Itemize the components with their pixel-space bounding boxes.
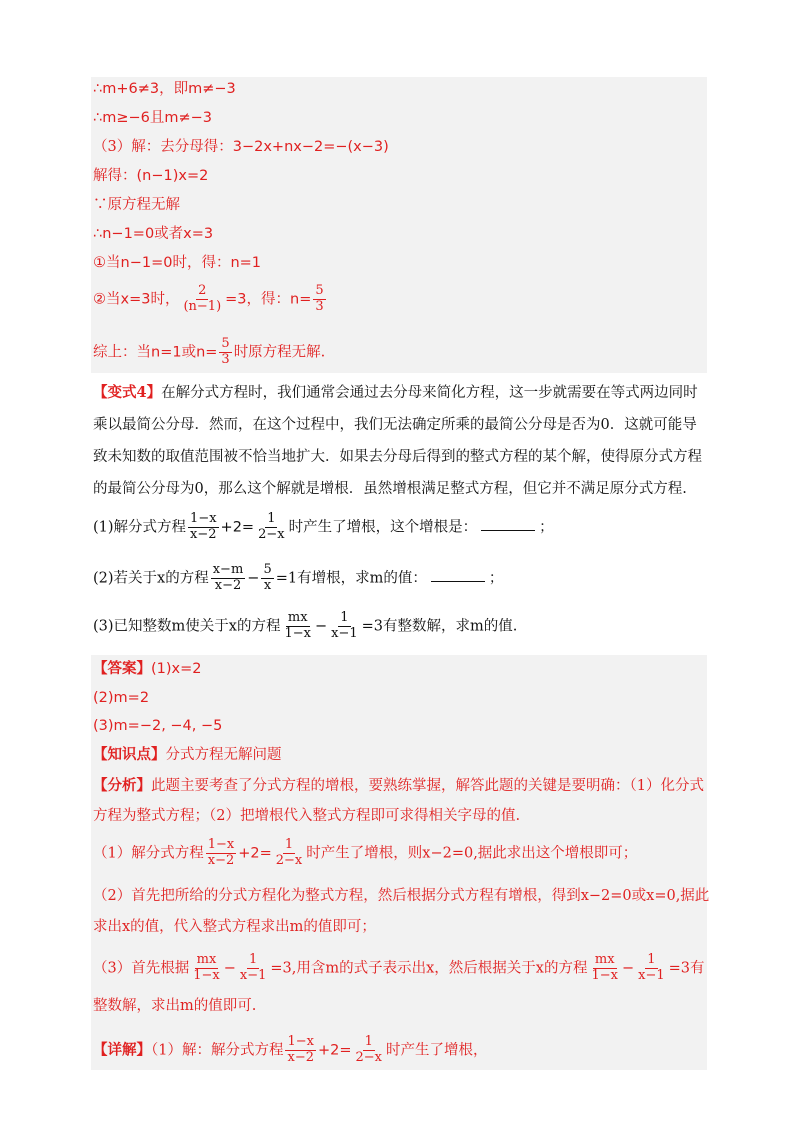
an1-mid: +2= (238, 845, 272, 862)
fraction-numerator: 1−x (207, 837, 235, 852)
fraction-denominator: x−1 (638, 967, 665, 983)
q1-pre: (1)解分式方程 (93, 519, 187, 536)
solution-line-4 (93, 169, 208, 184)
analysis-point-2-line-2: 求出x的值，代入整式方程求出m的值即可； (93, 919, 376, 935)
analysis-point-2-line-1: （2）首先把所给的分式方程化为整式方程，然后根据分式方程有增根，得到x−2=0或x=0,据此 (93, 888, 710, 904)
q1-mid: +2= (220, 519, 255, 536)
q2-answer-blank[interactable] (431, 580, 485, 582)
fraction-numerator: 1−x (190, 511, 217, 526)
solution-line-3 (93, 140, 389, 155)
fraction-numerator: 1 (284, 837, 294, 852)
q1-fraction-2 (256, 512, 287, 543)
analysis-point-3 (93, 953, 705, 984)
fraction-numerator: x−m (212, 562, 244, 577)
answer-line-1 (93, 662, 202, 677)
detail-mid: +2= (317, 1042, 352, 1059)
fraction-numerator: 1 (364, 1034, 373, 1049)
solution-line-9-post: 时原方程无解. (233, 344, 326, 361)
detail-fraction-1 (285, 1035, 316, 1066)
answer-2: (2)m=2 (93, 690, 150, 706)
fraction-denominator: 1−x (591, 967, 618, 983)
fraction-numerator: 5 (315, 283, 324, 298)
fraction-denominator: 3 (315, 298, 324, 314)
knowledge-point-text: 分式方程无解问题 (165, 747, 282, 763)
knowledge-point-label: 【知识点】 (93, 746, 166, 763)
solution-line-8-result (313, 284, 325, 315)
solution-line-1: ∴m+6≠3，即m≠−3 (93, 81, 236, 97)
detail (93, 1035, 488, 1066)
problem-intro-text: 在解分式方程时，我们通常会通过去分母来简化方程，这一步就需要在等式两边同时乘以最简公分母．然而，在这个过程中，我们无法确定所乘的最简公分母是否为0．这就可能导致未知数的取值范围被不恰当地扩大．如果去分母后得到的整式方程的某个解，使得原分式方程的最简公分母为0，那么这个解就是增根．虽然增根满足整式方程，但它并不满足原分式方程. (93, 385, 702, 497)
an3-minus-2: − (621, 960, 635, 977)
solution-line-2: ∴m≥−6且m≠−3 (93, 110, 213, 126)
q3-fraction-1 (282, 611, 313, 642)
q2-fraction-1 (211, 563, 246, 594)
solution-line-3-expr: 3−2x+nx−2=−(x−3) (232, 139, 389, 155)
question-1 (93, 512, 554, 543)
fraction-denominator: x−1 (239, 967, 267, 983)
solution-line-9 (93, 337, 325, 368)
fraction-numerator: 5 (221, 336, 230, 351)
fraction-denominator: 2−x (258, 526, 285, 542)
fraction-numerator: 1−x (287, 1034, 314, 1049)
fraction-denominator: x (263, 577, 272, 593)
answer-label: 【答案】 (93, 660, 151, 677)
fraction-denominator: x−2 (207, 852, 235, 868)
q1-post: 时产生了增根，这个增根是： (288, 519, 478, 536)
fraction-denominator: 1−x (193, 967, 220, 983)
q3-pre: (3)已知整数m使关于x的方程 (93, 618, 281, 635)
q2-minus: − (247, 570, 260, 587)
analysis-point-3-line-2: 整数解，求出m的值即可. (93, 998, 257, 1014)
fraction-denominator: x−2 (190, 526, 217, 542)
q1-fraction-1 (188, 512, 219, 543)
q3-post: =3有整数解，求m的值. (361, 618, 518, 635)
analysis-point-1 (93, 838, 637, 869)
solution-line-6: ∴n−1=0或者x=3 (93, 226, 214, 242)
answer-3: (3)m=−2, −4, −5 (93, 718, 223, 734)
an1-post: 时产生了增根，则x−2=0,据此求出这个增根即可； (306, 845, 638, 862)
question-2 (93, 563, 503, 594)
question-3 (93, 611, 517, 642)
knowledge-point (93, 748, 282, 763)
solution-line-9-fraction (219, 337, 231, 368)
solution-line-4-expr: (n−1)x=2 (136, 168, 209, 184)
an1-fraction-1 (206, 838, 237, 869)
fraction-denominator: 2−x (275, 852, 303, 868)
an3-post: =3有 (668, 960, 705, 977)
problem-tag: 【变式4】 (93, 384, 162, 401)
q1-answer-blank[interactable] (481, 529, 535, 531)
answer-1: (1)x=2 (151, 661, 202, 677)
fraction-numerator: mx (287, 610, 308, 625)
fraction-numerator: 1 (249, 952, 258, 967)
fraction-denominator: x−1 (331, 625, 358, 641)
an1-fraction-2 (274, 838, 305, 869)
analysis-label: 【分析】 (93, 777, 151, 794)
solution-line-8-fraction (181, 284, 223, 315)
detail-post: 时产生了增根， (386, 1042, 488, 1059)
fraction-numerator: 2 (198, 283, 207, 298)
an1-pre: （1）解分式方程 (93, 845, 204, 862)
solution-line-7: ①当n−1=0时，得：n=1 (93, 255, 262, 271)
q3-minus: − (314, 618, 328, 635)
fraction-numerator: 1 (267, 511, 276, 526)
fraction-numerator: 5 (263, 562, 272, 577)
q1-end: ； (539, 519, 554, 536)
an3-pre: （3）首先根据 (93, 960, 190, 977)
solution-line-5: ∵原方程无解 (93, 197, 180, 213)
fraction-denominator: x−2 (287, 1049, 314, 1065)
fraction-numerator: mx (196, 952, 217, 967)
an3-minus: − (223, 960, 236, 977)
an3-fraction-4 (636, 953, 667, 984)
solution-line-4-label: 解得： (93, 168, 137, 184)
q2-pre: (2)若关于x的方程 (93, 570, 209, 587)
solution-line-3-label: （3）解：去分母得： (93, 139, 233, 155)
fraction-denominator: x−2 (214, 577, 242, 593)
an3-mid: =3,用含m的式子表示出x，然后根据关于x的方程 (270, 960, 588, 977)
fraction-denominator: 1−x (284, 625, 311, 641)
q2-end: ； (488, 570, 504, 587)
detail-fraction-2 (354, 1035, 385, 1066)
fraction-numerator: 1 (340, 610, 349, 625)
solution-line-8-pre: ②当x=3时， (93, 291, 180, 308)
solution-line-8-mid: =3，得：n= (225, 291, 312, 308)
solution-line-8 (93, 284, 328, 315)
solution-line-9-pre: 综上：当n=1或n= (93, 344, 218, 361)
problem-intro (93, 377, 705, 505)
fraction-denominator: (n−1) (183, 298, 222, 314)
q2-post: =1有增根，求m的值： (275, 570, 427, 587)
fraction-numerator: 1 (647, 952, 656, 967)
analysis (93, 771, 705, 831)
detail-pre: （1）解：解分式方程 (151, 1042, 284, 1059)
q3-fraction-2 (329, 611, 360, 642)
fraction-numerator: mx (594, 952, 615, 967)
fraction-denominator: 3 (221, 351, 230, 367)
fraction-denominator: 2−x (355, 1049, 383, 1065)
an3-fraction-2 (238, 953, 269, 984)
q2-fraction-2 (261, 563, 273, 594)
an3-fraction-3 (589, 953, 620, 984)
analysis-text: 此题主要考查了分式方程的增根，要熟练掌握，解答此题的关键是要明确：（1）化分式方程为整式方程；（2）把增根代入整式方程即可求得相关字母的值. (93, 778, 704, 824)
detail-label: 【详解】 (93, 1041, 151, 1059)
an3-fraction-1 (191, 953, 222, 984)
